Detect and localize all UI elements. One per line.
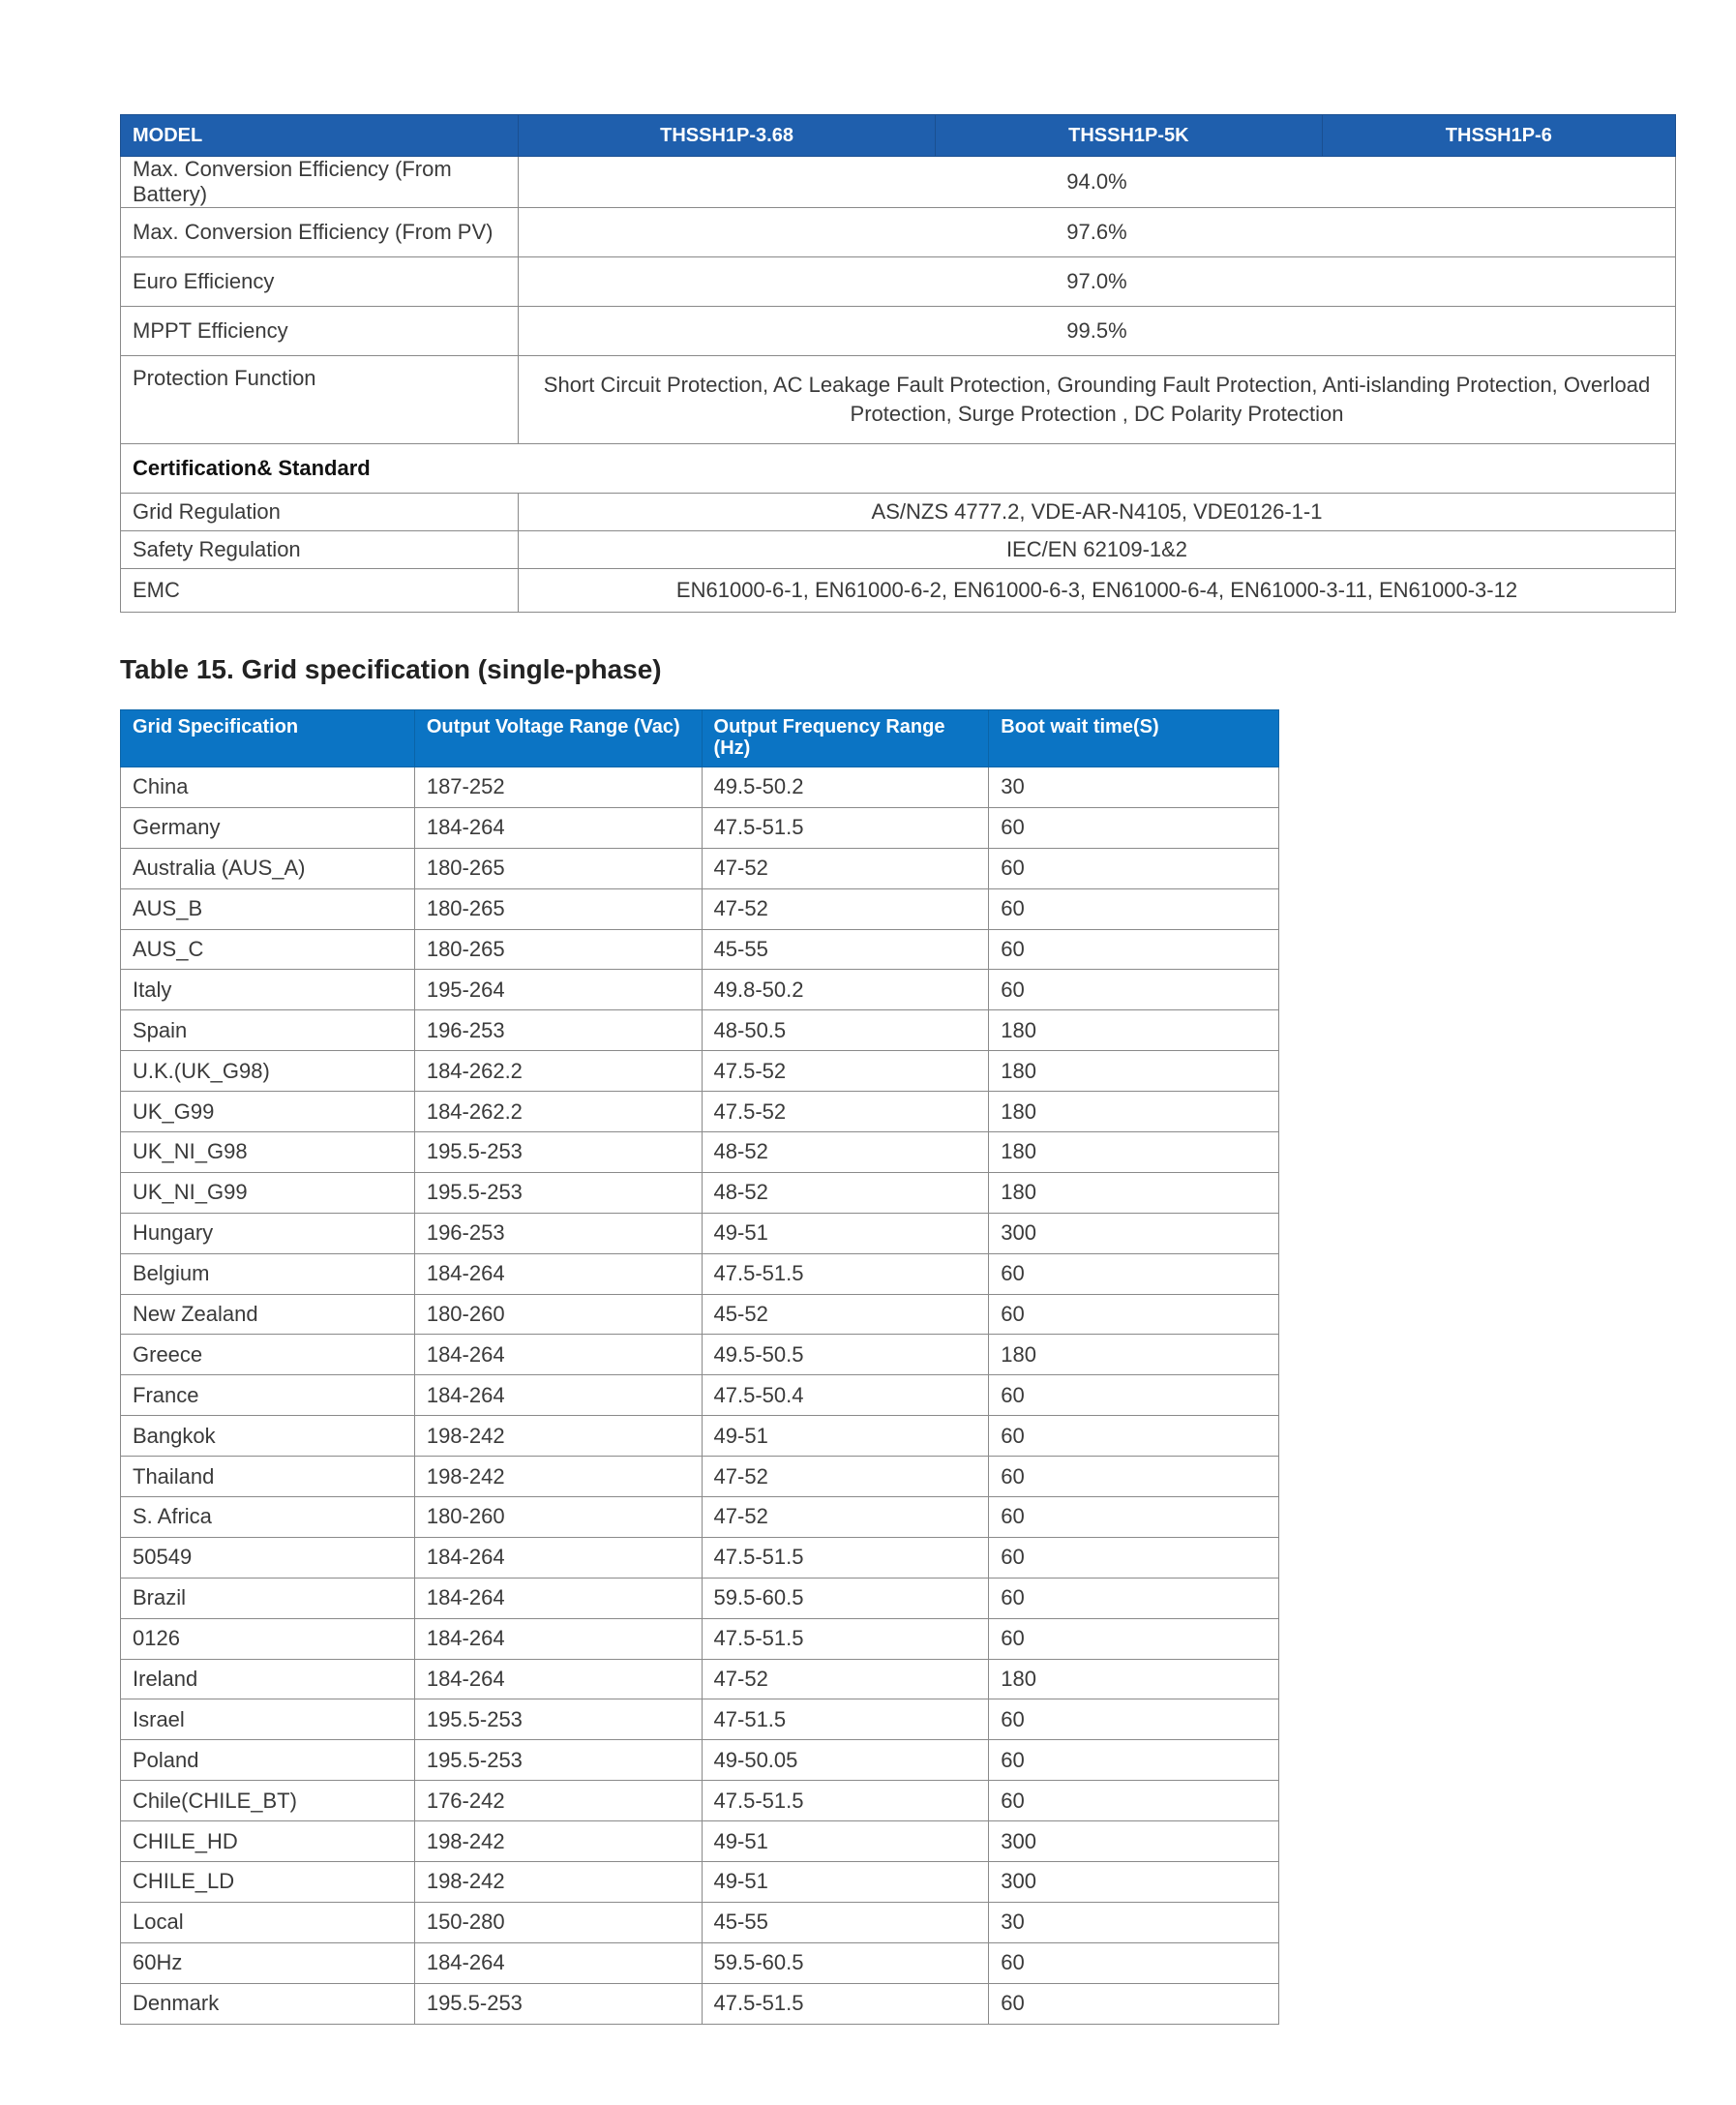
grid-cell-frequency: 47-52 bbox=[702, 1497, 989, 1538]
header-frequency-range: Output Frequency Range (Hz) bbox=[702, 710, 989, 767]
grid-cell-frequency: 47-52 bbox=[702, 848, 989, 888]
table-row bbox=[121, 1213, 1279, 1253]
grid-cell-country: Greece bbox=[121, 1335, 415, 1375]
header-model: MODEL bbox=[121, 115, 519, 157]
cert-value: EN61000-6-1, EN61000-6-2, EN61000-6-3, EN61000-6-4, EN61000-3-11, EN61000-3-12 bbox=[519, 569, 1676, 613]
cert-row bbox=[121, 531, 1676, 569]
grid-cell-boot-time: 180 bbox=[989, 1010, 1279, 1051]
grid-cell-country: AUS_B bbox=[121, 888, 415, 929]
grid-cell-voltage: 198-242 bbox=[414, 1862, 702, 1903]
grid-cell-voltage: 180-260 bbox=[414, 1294, 702, 1335]
grid-cell-boot-time: 180 bbox=[989, 1132, 1279, 1173]
grid-cell-boot-time: 30 bbox=[989, 767, 1279, 808]
table-row bbox=[121, 1942, 1279, 1983]
table-row bbox=[121, 888, 1279, 929]
grid-cell-boot-time: 60 bbox=[989, 1375, 1279, 1416]
table-row bbox=[121, 1699, 1279, 1740]
grid-cell-country: France bbox=[121, 1375, 415, 1416]
grid-cell-boot-time: 180 bbox=[989, 1172, 1279, 1213]
table-row bbox=[121, 1659, 1279, 1699]
grid-cell-frequency: 47.5-50.4 bbox=[702, 1375, 989, 1416]
grid-cell-boot-time: 60 bbox=[989, 1699, 1279, 1740]
grid-cell-frequency: 47.5-51.5 bbox=[702, 1253, 989, 1294]
grid-spec-table bbox=[120, 709, 1279, 2025]
grid-cell-voltage: 198-242 bbox=[414, 1821, 702, 1862]
grid-cell-boot-time: 180 bbox=[989, 1051, 1279, 1092]
table-row bbox=[121, 1537, 1279, 1578]
grid-cell-frequency: 49-51 bbox=[702, 1213, 989, 1253]
grid-cell-frequency: 49.8-50.2 bbox=[702, 970, 989, 1010]
grid-cell-frequency: 49-51 bbox=[702, 1416, 989, 1457]
grid-cell-country: Belgium bbox=[121, 1253, 415, 1294]
spec-value: 97.0% bbox=[519, 257, 1676, 307]
grid-cell-voltage: 180-265 bbox=[414, 929, 702, 970]
table-row bbox=[121, 1335, 1279, 1375]
table-row bbox=[121, 1457, 1279, 1497]
grid-cell-voltage: 196-253 bbox=[414, 1010, 702, 1051]
grid-cell-country: New Zealand bbox=[121, 1294, 415, 1335]
cert-label: EMC bbox=[121, 569, 519, 613]
table-row bbox=[121, 1172, 1279, 1213]
table-row bbox=[121, 970, 1279, 1010]
spec-table bbox=[120, 114, 1676, 613]
grid-cell-frequency: 47-52 bbox=[702, 1659, 989, 1699]
grid-cell-country: U.K.(UK_G98) bbox=[121, 1051, 415, 1092]
grid-cell-country: Germany bbox=[121, 807, 415, 848]
table-row bbox=[121, 1497, 1279, 1538]
table-row bbox=[121, 1010, 1279, 1051]
grid-cell-boot-time: 60 bbox=[989, 1578, 1279, 1618]
grid-cell-voltage: 195.5-253 bbox=[414, 1172, 702, 1213]
spec-value: 99.5% bbox=[519, 307, 1676, 356]
grid-cell-voltage: 180-265 bbox=[414, 848, 702, 888]
grid-cell-boot-time: 60 bbox=[989, 1537, 1279, 1578]
header-boot-wait-time: Boot wait time(S) bbox=[989, 710, 1279, 767]
cert-value: IEC/EN 62109-1&2 bbox=[519, 531, 1676, 569]
grid-cell-country: S. Africa bbox=[121, 1497, 415, 1538]
table-row bbox=[121, 767, 1279, 808]
grid-cell-boot-time: 60 bbox=[989, 1781, 1279, 1821]
header-model-3-68: THSSH1P-3.68 bbox=[519, 115, 936, 157]
grid-cell-country: CHILE_LD bbox=[121, 1862, 415, 1903]
grid-cell-country: Hungary bbox=[121, 1213, 415, 1253]
grid-cell-boot-time: 300 bbox=[989, 1862, 1279, 1903]
grid-cell-boot-time: 60 bbox=[989, 1942, 1279, 1983]
header-grid-specification: Grid Specification bbox=[121, 710, 415, 767]
table-row bbox=[121, 1416, 1279, 1457]
grid-cell-boot-time: 180 bbox=[989, 1335, 1279, 1375]
table-row bbox=[121, 1092, 1279, 1132]
spec-row bbox=[121, 356, 1676, 444]
grid-cell-boot-time: 300 bbox=[989, 1213, 1279, 1253]
cert-label: Grid Regulation bbox=[121, 494, 519, 531]
spec-label: MPPT Efficiency bbox=[121, 307, 519, 356]
grid-cell-country: Poland bbox=[121, 1740, 415, 1781]
grid-cell-voltage: 180-260 bbox=[414, 1497, 702, 1538]
grid-cell-boot-time: 60 bbox=[989, 1294, 1279, 1335]
spec-label: Euro Efficiency bbox=[121, 257, 519, 307]
spec-label: Max. Conversion Efficiency (From Battery) bbox=[121, 157, 519, 208]
grid-cell-frequency: 49.5-50.5 bbox=[702, 1335, 989, 1375]
table-row bbox=[121, 929, 1279, 970]
grid-cell-frequency: 48-52 bbox=[702, 1172, 989, 1213]
grid-cell-boot-time: 60 bbox=[989, 1253, 1279, 1294]
table-row bbox=[121, 1902, 1279, 1942]
grid-cell-country: China bbox=[121, 767, 415, 808]
cert-row bbox=[121, 569, 1676, 613]
grid-cell-voltage: 184-264 bbox=[414, 1942, 702, 1983]
grid-cell-frequency: 49-51 bbox=[702, 1862, 989, 1903]
grid-cell-country: Ireland bbox=[121, 1659, 415, 1699]
grid-cell-frequency: 47.5-52 bbox=[702, 1051, 989, 1092]
table-row bbox=[121, 1253, 1279, 1294]
grid-cell-country: 50549 bbox=[121, 1537, 415, 1578]
grid-cell-frequency: 47.5-51.5 bbox=[702, 1618, 989, 1659]
table-row bbox=[121, 1375, 1279, 1416]
spec-value: Short Circuit Protection, AC Leakage Fault Protection, Grounding Fault Protection, Anti-islanding Protection, Overload Protection, Surge Protection , DC Polarity Protection bbox=[519, 356, 1676, 444]
grid-cell-voltage: 198-242 bbox=[414, 1457, 702, 1497]
grid-cell-country: Chile(CHILE_BT) bbox=[121, 1781, 415, 1821]
table-caption: Table 15. Grid specification (single-phase) bbox=[120, 654, 662, 684]
grid-cell-boot-time: 60 bbox=[989, 807, 1279, 848]
grid-cell-frequency: 49.5-50.2 bbox=[702, 767, 989, 808]
grid-cell-voltage: 196-253 bbox=[414, 1213, 702, 1253]
spec-row bbox=[121, 257, 1676, 307]
table-row bbox=[121, 1294, 1279, 1335]
grid-cell-voltage: 198-242 bbox=[414, 1416, 702, 1457]
cert-row bbox=[121, 494, 1676, 531]
grid-cell-country: Thailand bbox=[121, 1457, 415, 1497]
grid-cell-country: Spain bbox=[121, 1010, 415, 1051]
grid-cell-country: Israel bbox=[121, 1699, 415, 1740]
grid-cell-voltage: 187-252 bbox=[414, 767, 702, 808]
grid-cell-country: Local bbox=[121, 1902, 415, 1942]
grid-cell-frequency: 47-52 bbox=[702, 888, 989, 929]
grid-cell-voltage: 184-264 bbox=[414, 1659, 702, 1699]
grid-cell-boot-time: 60 bbox=[989, 848, 1279, 888]
table-row bbox=[121, 1862, 1279, 1903]
grid-cell-voltage: 184-264 bbox=[414, 1618, 702, 1659]
grid-cell-frequency: 49-50.05 bbox=[702, 1740, 989, 1781]
grid-cell-voltage: 176-242 bbox=[414, 1781, 702, 1821]
table-row bbox=[121, 1578, 1279, 1618]
spec-row bbox=[121, 307, 1676, 356]
spec-value: 97.6% bbox=[519, 208, 1676, 257]
grid-cell-voltage: 195.5-253 bbox=[414, 1699, 702, 1740]
grid-cell-boot-time: 60 bbox=[989, 970, 1279, 1010]
grid-cell-voltage: 184-264 bbox=[414, 1537, 702, 1578]
spec-table-header bbox=[121, 115, 1676, 157]
grid-cell-frequency: 47.5-51.5 bbox=[702, 807, 989, 848]
grid-cell-voltage: 184-262.2 bbox=[414, 1092, 702, 1132]
grid-table-header bbox=[121, 710, 1279, 767]
grid-cell-frequency: 47.5-51.5 bbox=[702, 1983, 989, 2024]
table-row bbox=[121, 1821, 1279, 1862]
grid-cell-boot-time: 60 bbox=[989, 888, 1279, 929]
table-row bbox=[121, 1740, 1279, 1781]
grid-cell-frequency: 47.5-51.5 bbox=[702, 1781, 989, 1821]
table-row bbox=[121, 848, 1279, 888]
grid-cell-country: Brazil bbox=[121, 1578, 415, 1618]
grid-cell-boot-time: 60 bbox=[989, 929, 1279, 970]
grid-cell-frequency: 45-55 bbox=[702, 1902, 989, 1942]
grid-table-body bbox=[121, 767, 1279, 2025]
table-row bbox=[121, 1618, 1279, 1659]
table-row bbox=[121, 807, 1279, 848]
table-row bbox=[121, 1132, 1279, 1173]
grid-cell-boot-time: 30 bbox=[989, 1902, 1279, 1942]
grid-cell-frequency: 48-52 bbox=[702, 1132, 989, 1173]
table-row bbox=[121, 1051, 1279, 1092]
grid-cell-voltage: 195.5-253 bbox=[414, 1983, 702, 2024]
grid-cell-country: AUS_C bbox=[121, 929, 415, 970]
grid-cell-voltage: 195.5-253 bbox=[414, 1740, 702, 1781]
grid-cell-boot-time: 60 bbox=[989, 1983, 1279, 2024]
grid-cell-country: CHILE_HD bbox=[121, 1821, 415, 1862]
grid-cell-boot-time: 60 bbox=[989, 1740, 1279, 1781]
grid-cell-voltage: 184-262.2 bbox=[414, 1051, 702, 1092]
grid-cell-country: UK_NI_G99 bbox=[121, 1172, 415, 1213]
grid-cell-voltage: 184-264 bbox=[414, 1375, 702, 1416]
grid-cell-country: 60Hz bbox=[121, 1942, 415, 1983]
grid-cell-country: 0126 bbox=[121, 1618, 415, 1659]
section-heading: Certification& Standard bbox=[121, 444, 1676, 494]
grid-cell-country: Bangkok bbox=[121, 1416, 415, 1457]
spec-label: Protection Function bbox=[121, 356, 519, 444]
grid-cell-voltage: 195-264 bbox=[414, 970, 702, 1010]
section-row bbox=[121, 444, 1676, 494]
grid-cell-frequency: 49-51 bbox=[702, 1821, 989, 1862]
grid-cell-country: UK_NI_G98 bbox=[121, 1132, 415, 1173]
spec-value: 94.0% bbox=[519, 157, 1676, 208]
grid-cell-voltage: 184-264 bbox=[414, 1253, 702, 1294]
spec-label: Max. Conversion Efficiency (From PV) bbox=[121, 208, 519, 257]
spec-row bbox=[121, 157, 1676, 208]
grid-cell-country: Denmark bbox=[121, 1983, 415, 2024]
grid-cell-voltage: 195.5-253 bbox=[414, 1132, 702, 1173]
grid-cell-voltage: 184-264 bbox=[414, 1335, 702, 1375]
grid-cell-frequency: 47-52 bbox=[702, 1457, 989, 1497]
grid-cell-frequency: 45-55 bbox=[702, 929, 989, 970]
grid-cell-voltage: 184-264 bbox=[414, 807, 702, 848]
spec-row bbox=[121, 208, 1676, 257]
grid-cell-boot-time: 180 bbox=[989, 1659, 1279, 1699]
grid-cell-country: UK_G99 bbox=[121, 1092, 415, 1132]
grid-cell-boot-time: 60 bbox=[989, 1497, 1279, 1538]
table-row bbox=[121, 1781, 1279, 1821]
header-voltage-range: Output Voltage Range (Vac) bbox=[414, 710, 702, 767]
cert-value: AS/NZS 4777.2, VDE-AR-N4105, VDE0126-1-1 bbox=[519, 494, 1676, 531]
grid-cell-frequency: 47.5-51.5 bbox=[702, 1537, 989, 1578]
grid-cell-voltage: 184-264 bbox=[414, 1578, 702, 1618]
grid-cell-frequency: 47-51.5 bbox=[702, 1699, 989, 1740]
cert-label: Safety Regulation bbox=[121, 531, 519, 569]
grid-cell-frequency: 48-50.5 bbox=[702, 1010, 989, 1051]
grid-cell-frequency: 47.5-52 bbox=[702, 1092, 989, 1132]
grid-cell-boot-time: 60 bbox=[989, 1457, 1279, 1497]
grid-cell-boot-time: 60 bbox=[989, 1618, 1279, 1659]
grid-cell-boot-time: 180 bbox=[989, 1092, 1279, 1132]
grid-cell-country: Italy bbox=[121, 970, 415, 1010]
grid-cell-frequency: 59.5-60.5 bbox=[702, 1578, 989, 1618]
header-model-5k: THSSH1P-5K bbox=[936, 115, 1323, 157]
grid-cell-voltage: 150-280 bbox=[414, 1902, 702, 1942]
grid-cell-boot-time: 60 bbox=[989, 1416, 1279, 1457]
table-row bbox=[121, 1983, 1279, 2024]
grid-cell-country: Australia (AUS_A) bbox=[121, 848, 415, 888]
grid-cell-boot-time: 300 bbox=[989, 1821, 1279, 1862]
grid-cell-frequency: 45-52 bbox=[702, 1294, 989, 1335]
grid-cell-voltage: 180-265 bbox=[414, 888, 702, 929]
header-model-6: THSSH1P-6 bbox=[1322, 115, 1675, 157]
grid-cell-frequency: 59.5-60.5 bbox=[702, 1942, 989, 1983]
